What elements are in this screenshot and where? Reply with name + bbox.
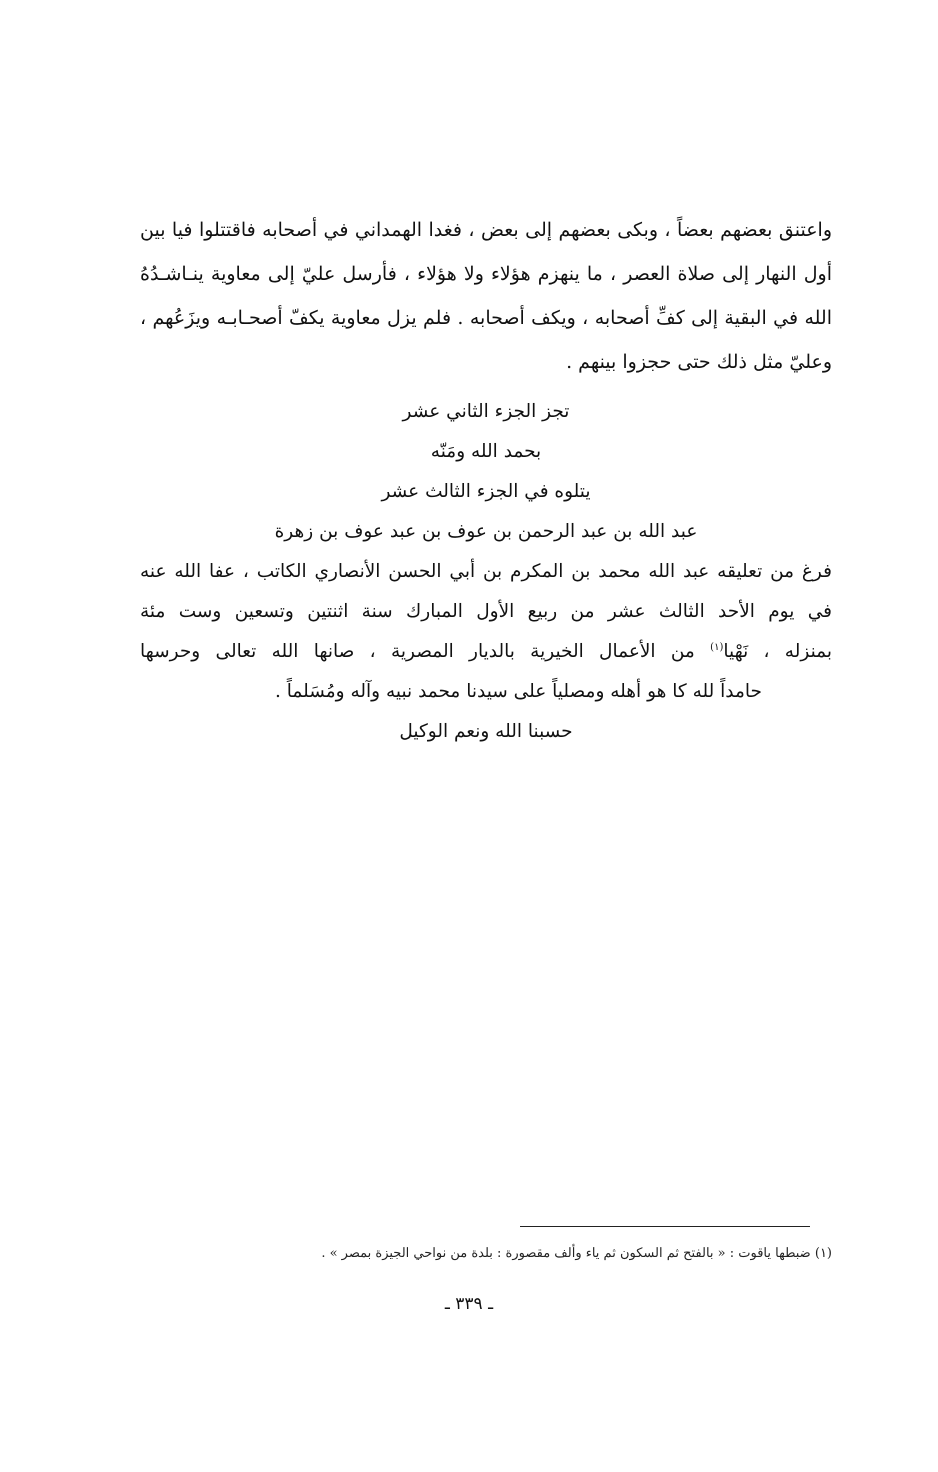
colophon	[140, 392, 832, 752]
colophon-final-phrase: حسبنا الله ونعم الوكيل	[399, 721, 573, 742]
footnote-marker: (١)	[710, 641, 724, 653]
colophon-place-start: بمنزله ، نَهْيا	[723, 641, 832, 662]
colophon-end-of-part: تجز الجزء الثاني عشر	[402, 401, 570, 422]
colophon-date: في يوم الأحد الثالث عشر من ربيع الأول المبارك سنة اثنتين وتسعين وست مئة	[140, 601, 832, 622]
page-number: ـ ٣٣٩ ـ	[444, 1294, 494, 1314]
colophon-place-end: من الأعمال الخيرية بالديار المصرية ، صانها الله تعالى وحرسها	[140, 641, 711, 662]
main-paragraph: واعتنق بعضهم بعضاً ، وبكى بعضهم إلى بعض ، فغدا الهمداني في أصحابه فاقتتلوا فيا بين أول النهار إلى صلاة العصر ، ما ينهزم هؤلاء ولا هؤلاء ، فأرسل عليّ إلى معاوية ينـاشـدُهُ الله في البقية إلى كفِّ أصحابه ، ويكف أصحابه . فلم يزل معاوية يكفّ أصحـابـه ويزَعُهم ، وعليّ مثل ذلك حتى حجزوا بينهم .	[140, 219, 832, 373]
colophon-next-subject: عبد الله بن عبد الرحمن بن عوف بن عبد عوف بن زهرة	[274, 521, 698, 542]
colophon-place	[140, 632, 832, 672]
colophon-closing: حامداً لله كا هو أهله ومصلياً على سيدنا محمد نبيه وآله ومُسَلماً .	[275, 681, 762, 702]
footnote: (١) ضبطها ياقوت : « بالفتح ثم السكون ثم ياء وألف مقصورة : بلدة من نواحي الجيزة بمصر » .	[321, 1246, 832, 1261]
colophon-scribe: فرغ من تعليقه عبد الله محمد بن المكرم بن أبي الحسن الأنصاري الكاتب ، عفا الله عنه	[140, 561, 832, 582]
main-paragraph-block	[140, 208, 832, 384]
footnote-divider	[520, 1226, 810, 1227]
colophon-praise: بحمد الله ومَنّه	[430, 441, 542, 462]
colophon-next-part: يتلوه في الجزء الثالث عشر	[381, 481, 591, 502]
